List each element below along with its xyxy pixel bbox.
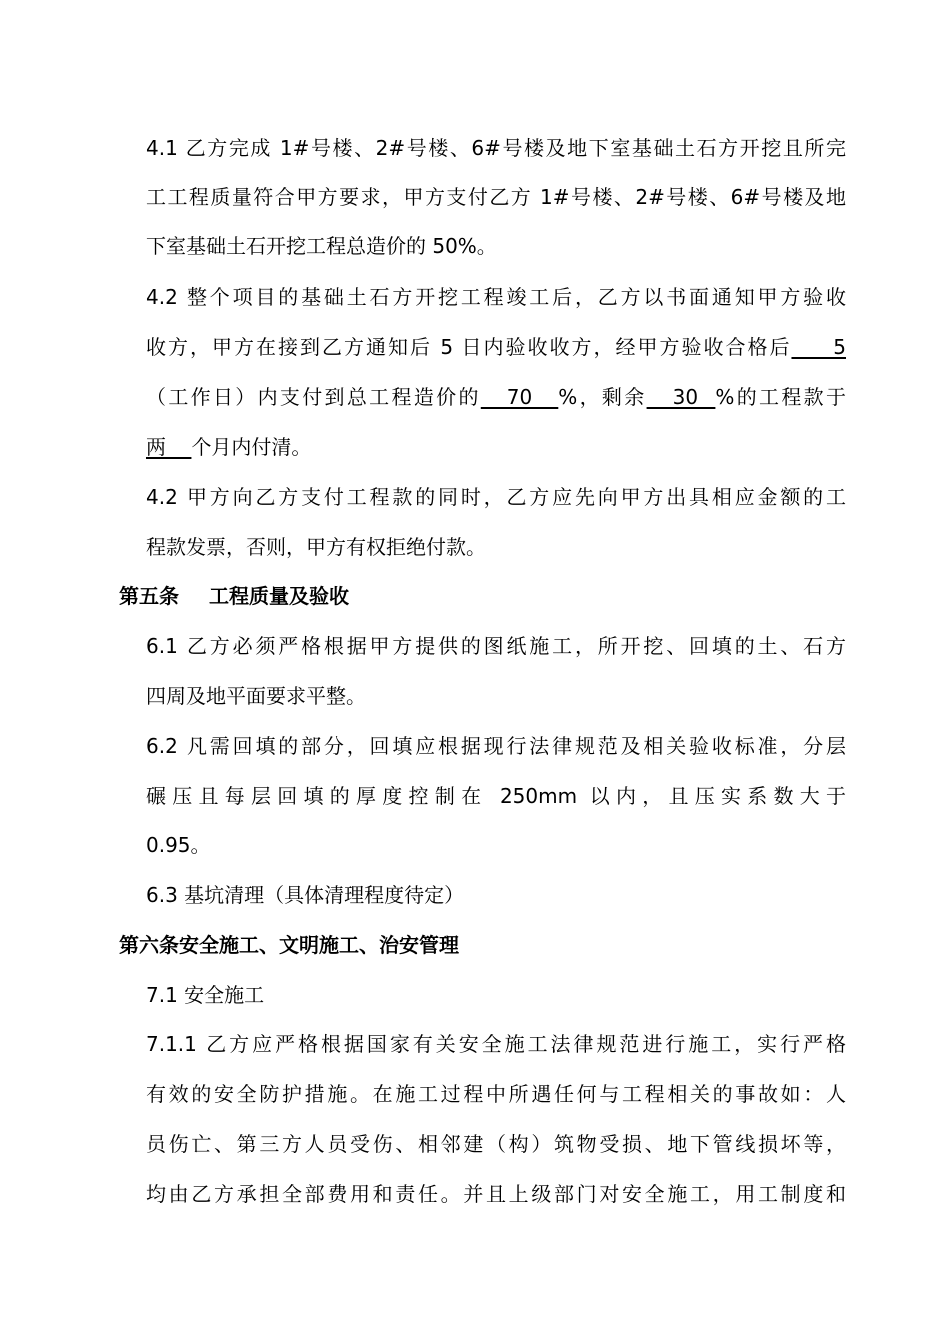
section-5-number: 第五条: [119, 584, 179, 608]
clause-4-2-text-c: %的工程款于: [715, 385, 846, 409]
clause-6-1-line-2: 四周及地平面要求平整。: [146, 684, 366, 708]
clause-4-2b-line-1: 4.2 甲方向乙方支付工程款的同时，乙方应先向甲方出具相应金额的工: [146, 485, 846, 509]
section-5-heading: [119, 581, 349, 611]
months-blank: 两: [146, 435, 192, 459]
remaining-percent-blank: 30: [646, 385, 716, 409]
clause-6-2-line-2: 碾压且每层回填的厚度控制在 250mm 以内，且压实系数大于: [146, 784, 846, 808]
clause-4-2-line-1: 4.2 整个项目的基础土石方开挖工程竣工后，乙方以书面通知甲方验收: [146, 285, 846, 309]
clause-7-1-1-line-1: 7.1.1 乙方应严格根据国家有关安全施工法律规范进行施工，实行严格: [146, 1032, 846, 1056]
clause-4-2-line-4: [146, 432, 846, 462]
clause-6-2-line-3: 0.95。: [146, 833, 211, 857]
clause-4-1-line-2: 工工程质量符合甲方要求，甲方支付乙方 1#号楼、2#号楼、6#号楼及地: [146, 185, 846, 209]
clause-7-1-1-line-2: 有效的安全防护措施。在施工过程中所遇任何与工程相关的事故如：人: [146, 1082, 846, 1106]
clause-6-2-line-1: 6.2 凡需回填的部分，回填应根据现行法律规范及相关验收标准，分层: [146, 734, 846, 758]
clause-4-2-text-b: %，剩余: [558, 385, 647, 409]
clause-7-1-1-line-3: 员伤亡、第三方人员受伤、相邻建（构）筑物受损、地下管线损坏等，: [146, 1132, 846, 1156]
clause-6-1-line-1: 6.1 乙方必须严格根据甲方提供的图纸施工，所开挖、回填的土、石方: [146, 634, 846, 658]
section-6-heading: 第六条安全施工、文明施工、治安管理: [119, 933, 459, 957]
clause-7-1-line-1: 7.1 安全施工: [146, 983, 265, 1007]
clause-4-2b-line-2: 程款发票，否则，甲方有权拒绝付款。: [146, 535, 486, 559]
clause-4-1-line-1: 4.1 乙方完成 1#号楼、2#号楼、6#号楼及地下室基础土石方开挖且所完: [146, 136, 846, 160]
clause-4-1-line-3: 下室基础土石开挖工程总造价的 50%。: [146, 234, 497, 258]
payment-percent-blank: 70: [480, 385, 559, 409]
clause-7-1-1-line-4: 均由乙方承担全部费用和责任。并且上级部门对安全施工，用工制度和: [146, 1182, 846, 1206]
clause-4-2-line-2: [146, 332, 846, 362]
clause-6-3-line-1: 6.3 基坑清理（具体清理程度待定）: [146, 883, 465, 907]
clause-4-2-text: 收方，甲方在接到乙方通知后 5 日内验收收方，经甲方验收合格后: [146, 335, 792, 359]
payment-days-blank: 5: [791, 335, 846, 359]
clause-4-2-text-a: （工作日）内支付到总工程造价的: [146, 385, 481, 409]
section-5-title: 工程质量及验收: [209, 584, 349, 608]
clause-4-2-line-3: [146, 382, 846, 412]
clause-4-2-text-d: 个月内付清。: [191, 435, 312, 459]
